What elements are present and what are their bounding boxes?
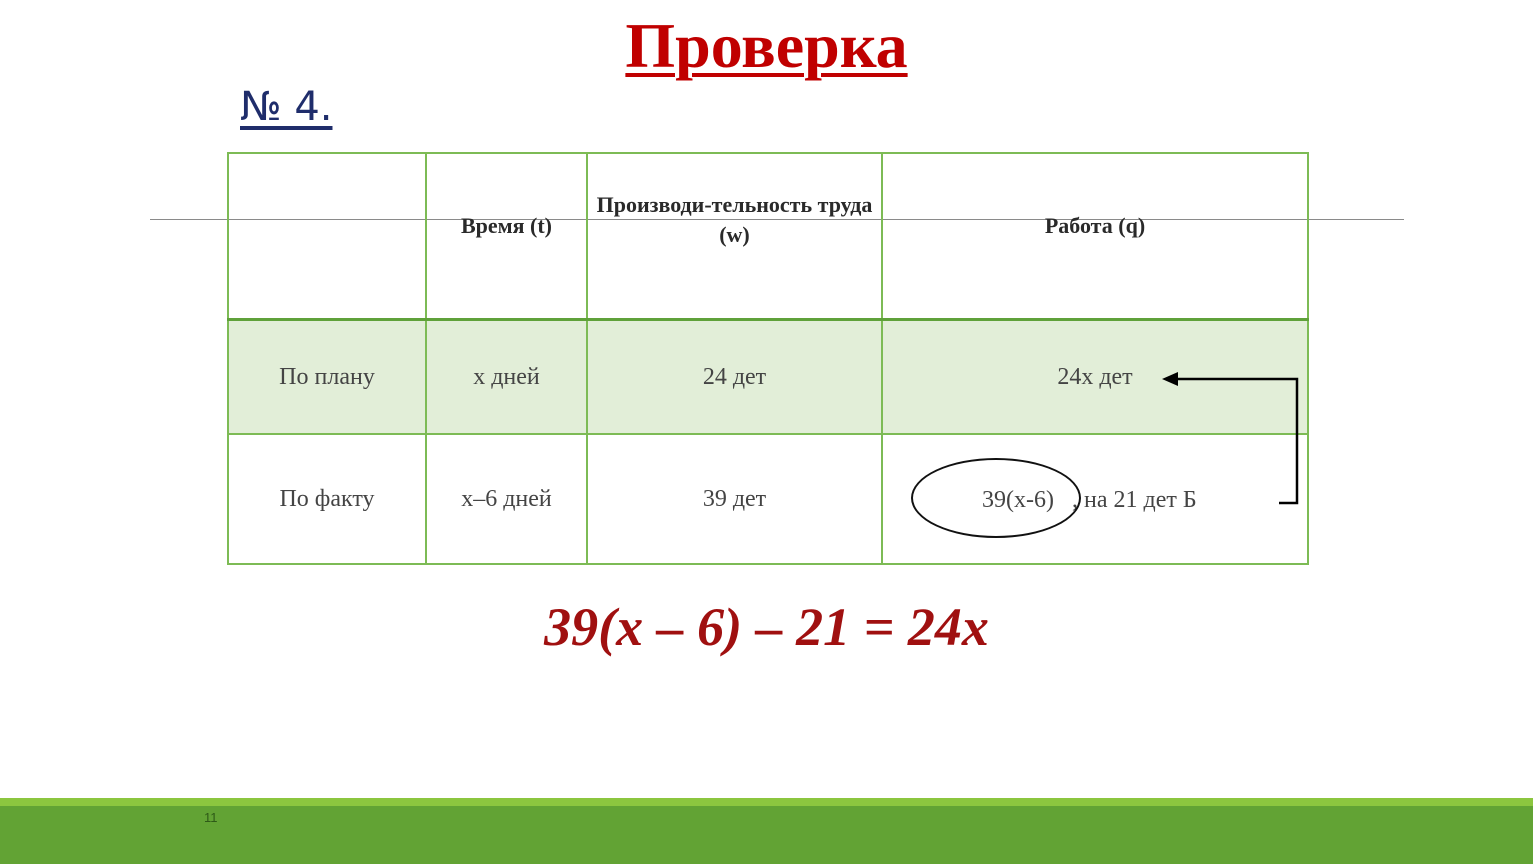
fact-work-note: , на 21 дет Б xyxy=(1072,487,1197,513)
header-cell-work: Работа (q) xyxy=(882,153,1308,320)
page-number: 11 xyxy=(204,810,218,825)
header-cell-time: Время (t) xyxy=(426,153,587,320)
footer-bar xyxy=(0,806,1533,864)
cell-productivity-fact: 39 дет xyxy=(587,434,882,564)
slide-title-text: Проверка xyxy=(625,10,908,81)
cell-time-plan: x дней xyxy=(426,320,587,435)
header-cell-productivity: Производи-тельность труда (w) xyxy=(587,153,882,320)
task-number: № 4. xyxy=(240,84,333,130)
cell-time-fact: x–6 дней xyxy=(426,434,587,564)
row-label-plan: По плану xyxy=(228,320,426,435)
cell-work-plan: 24x дет xyxy=(882,320,1308,435)
fact-work-text: 39(x-6) xyxy=(982,487,1054,513)
row-label-fact: По факту xyxy=(228,434,426,564)
cell-productivity-plan: 24 дет xyxy=(587,320,882,435)
footer-accent-bar xyxy=(0,798,1533,806)
equation: 39(х – 6) – 21 = 24х xyxy=(544,597,989,657)
